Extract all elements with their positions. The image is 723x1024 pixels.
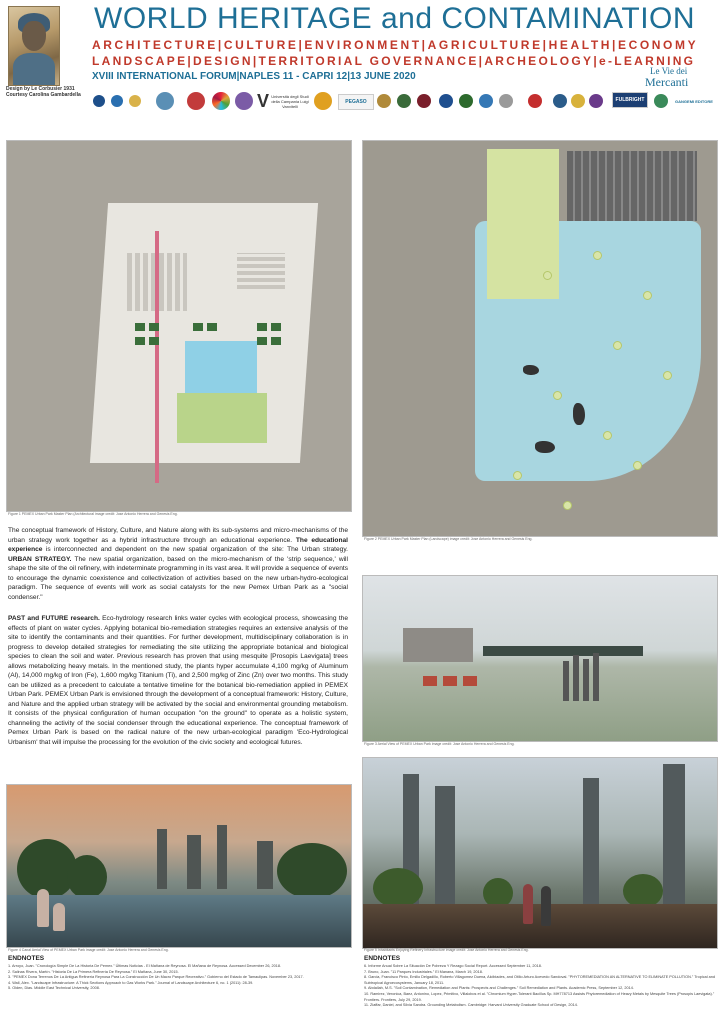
endnote-11: 11. Ziaffar, Daniel, and Silvia Sandra. Grounding Metabolism. Cambridge: Harvard University Graduate School of Design, 2014. <box>364 1003 578 1008</box>
endnotes-title-left: ENDNOTES <box>8 955 45 962</box>
figure-5-caption: Figure 5 Inhabitants Enjoying Refinery Infrastructure image credit: Jose Antonio Herrera and Genesis Eng. <box>364 948 529 952</box>
logo-6 <box>234 86 254 116</box>
canal-view-render <box>6 784 352 948</box>
logo-18 <box>588 86 604 116</box>
endnote-1: 1. Arroyo, Juan. "Cronología Simple De La Historia De Pemex." Últimas Noticias - El Mañana de Reynosa. El Mañana de Reynosa. Accessed December 26, 2018. <box>8 964 282 968</box>
logo-gangemi: GANGEMI EDITORE <box>675 98 713 104</box>
endnotes-list-left <box>8 964 348 992</box>
logo-9 <box>396 86 412 116</box>
research-heading: PAST and FUTURE research. <box>8 615 100 622</box>
endnote-6: 6. Informe Anual Sobre La Situación De Pobreza Y Rezago Social Report. Accessed September 11, 2018. <box>364 964 542 968</box>
logo-4 <box>154 86 176 116</box>
logo-12 <box>458 86 474 116</box>
master-plan-landscape-image <box>362 140 718 537</box>
logo-14 <box>498 86 514 116</box>
figure-2-caption: Figure 2 PEMEX Urban Park Master Plan (Landscape) image credit: Jose Antonio Herrera and Genesis Eng. <box>364 537 533 541</box>
endnote-4: 4. Wall, Alex. "Landscape Infrastructure: A Thick Sections Approach to Gas Works Park." Journal of Landscape Architecture 6, no. 1 (2011): 28-39. <box>8 980 254 985</box>
aerial-view-render <box>362 575 718 742</box>
subtitle-line-2: LANDSCAPE|DESIGN|TERRITORIAL GOVERNANCE|ARCHEOLOGY|e-LEARNING <box>92 54 696 68</box>
urban-strategy-text: The new spatial organization, based on the micro-mechanism of the 'strip sequence,' will shape the site of the oil refinery, with indeterminate programming in its vast area. It will provide a sequence of events to encourage the dynamic coexistence and collectivization of activities based on the new urban-hydro-ecological paradigm. The sequence of events will work as social catalysts for the new Pemex Urban Park as a "social condenser." <box>8 555 348 601</box>
urban-strategy-heading: URBAN STRATEGY. <box>8 555 72 563</box>
courtesy-credit: Courtesy Carolina Gambardella <box>6 92 81 98</box>
endnotes-title-right: ENDNOTES <box>364 955 401 962</box>
logo-15 <box>520 86 550 116</box>
paragraph-research <box>8 614 348 747</box>
logo-v: V <box>257 90 270 111</box>
refinery-infrastructure-render <box>362 757 718 949</box>
logo-fulbright: FULBRIGHT <box>612 92 648 108</box>
research-text: Eco-hydrology research links water cycles with ecological process, showcasing the effects of plant on water cycles. Applying botanical bio-remediation strategies requires an extensive analysis of the site to identify the contaminants and their quantities. For further development, multidisciplinary collaboration is in progress to develop detailed strategies for remediating the site utilizing the appropriate botanical and biological species to clean the soil and water. Previous research has proven that using mesquite [Prosopis Laevigata] trees allows metabolizing heavy metals. In the mentioned study, the plants hyper accumulate 4,100 mg/kg of Aluminum (Al), 14,000 mg/kg of Iron (Fe), 1,600 mg/kg Titanium (Ti), and 2,500 mg/kg of Zinc (Zn) over two months. This study can be utilized as a precedent to calculate a tentative timeline for the botanical bio-remediation applied in PEMEX Urban Park. PEMEX Urban Park is envisioned through the development of a conceptual framework: History, Culture, and Nature and the applied urban strategy will be activated by the social and environmental grounding metabolism. It consists of the physical configuration of human occupation "on the ground" to operate as a holistic system, channeling the activity of the social condenser through the educational experience. The conceptual framework of Pemex Urban Park is based on the radical nature of the new urban-ecological paradigm 'Eco-Hydrological Urbanism' that will impulse the processing for the evolution of the civic society and ecological futures. <box>8 615 348 746</box>
paragraph-intro-bold: The educational experience <box>8 536 348 553</box>
page-title: WORLD HERITAGE and CONTAMINATION <box>94 2 696 35</box>
figure-3-caption: Figure 3 Aerial View of PEMEX Urban Park image credit: Jose Antonio Herrera and Genesis Eng. <box>364 742 515 746</box>
subtitle-line-1: ARCHITECTURE|CULTURE|ENVIRONMENT|AGRICULTURE|HEALTH|ECONOMY <box>92 38 699 52</box>
endnote-7: 7. Bruno, Juan. "11 Parques Industriales." El Manana, March 19, 2018. <box>364 969 483 974</box>
logo-sdg <box>210 86 232 116</box>
logo-1 <box>92 86 106 116</box>
figure-4-caption: Figure 4 Canal Aerial View of PEMEX Urban Park image credit: Jose Antonio Herrera and Genesis Eng. <box>8 948 169 952</box>
logo-vanvitelli: Università degli Studi della Campania Luigi Vanvitelli <box>271 93 309 109</box>
design-credit: Design by Le Corbusier 1931 <box>6 86 75 92</box>
endnote-5: 5. Olden, Dias. Middle East Technical University, 2008. <box>8 986 100 991</box>
endnote-9: 9. Abdallah, M.S. "Soil Contamination, Remediation and Plants: Prospects and Challenges." Soil Remediation and Plants. Academic Press, September 12, 2014. <box>364 986 634 991</box>
paragraph-intro <box>8 526 348 602</box>
master-plan-architectural-image <box>6 140 352 512</box>
logo-13 <box>478 86 494 116</box>
logo-16 <box>552 86 568 116</box>
logo-11 <box>438 86 454 116</box>
forum-info: XVIII INTERNATIONAL FORUM|NAPLES 11 - CAPRI 12|13 JUNE 2020 <box>92 71 416 82</box>
paragraph-intro-rest: is interconnected and dependent on the new spatial organization of the site: The Urban strategy. <box>45 546 348 553</box>
logo-17 <box>570 86 586 116</box>
figure-1-caption: Figure 1 PEMEX Urban Park Master Plan (Architectural image credit: Jose Antonio Herrera and Genesis Eng. <box>8 512 178 516</box>
logo-5 <box>184 86 208 116</box>
paragraph-intro-start: The conceptual framework of History, Culture, and Nature along with its sub-systems and micro-mechanisms of the urban strategy work together as a hybrid infrastructure through an educational experience. <box>8 527 348 544</box>
logo-pegaso: PEGASO <box>338 94 374 110</box>
brand-text-top: Le Vie dei <box>650 66 688 76</box>
logo-8 <box>376 86 392 116</box>
endnote-8: 8. Garcia, Francisco Pinto, Emilio Delgadillo, Roberto Villagomez Duena, Alcibiades, and Otilio Arturo Acevedo Sandoval. "PHYTOREMEDIATION AN ALTERNATIVE TO ELIMINATE POLLUTION." Tropical and Subtropical Agroecosystems, January 18, 2011. <box>364 975 715 985</box>
endnote-2: 2. Salinas Rivera, Martín. "Historia De La Primera Refinería De Reynosa." El Mañana, June 30, 2015. <box>8 969 179 974</box>
endnote-3: 3. "PEMEX Dona Terrenos De La Antigua Refinería Reynosa Para La Construcción De Un Macro Parque Recreativo." Gobierno del Estado de Tamaulipas. November 23, 2017. <box>8 975 304 980</box>
logo-10 <box>416 86 432 116</box>
sponsor-logo-row <box>92 86 717 122</box>
logo-7 <box>312 86 334 116</box>
brand-text-bottom: Mercanti <box>645 75 689 89</box>
endnote-10: 10. Ramirez, Veronica, Baez, Antonino, Lopez, Primitivo, Villalobos et al. "Chromium Hyper-Tolerant Bacillus Sp. MH778713 Assists Phytoremediation of Heavy Metals by Mesquite Trees (Prosopis Laevigata)." Frontiers. Frontiers, July 29, 2019. <box>364 991 715 1002</box>
logo-2 <box>110 86 124 116</box>
portrait-image <box>8 6 60 86</box>
logo-3 <box>128 86 142 116</box>
logo-19 <box>652 86 670 116</box>
endnotes-list-right <box>364 964 716 1009</box>
